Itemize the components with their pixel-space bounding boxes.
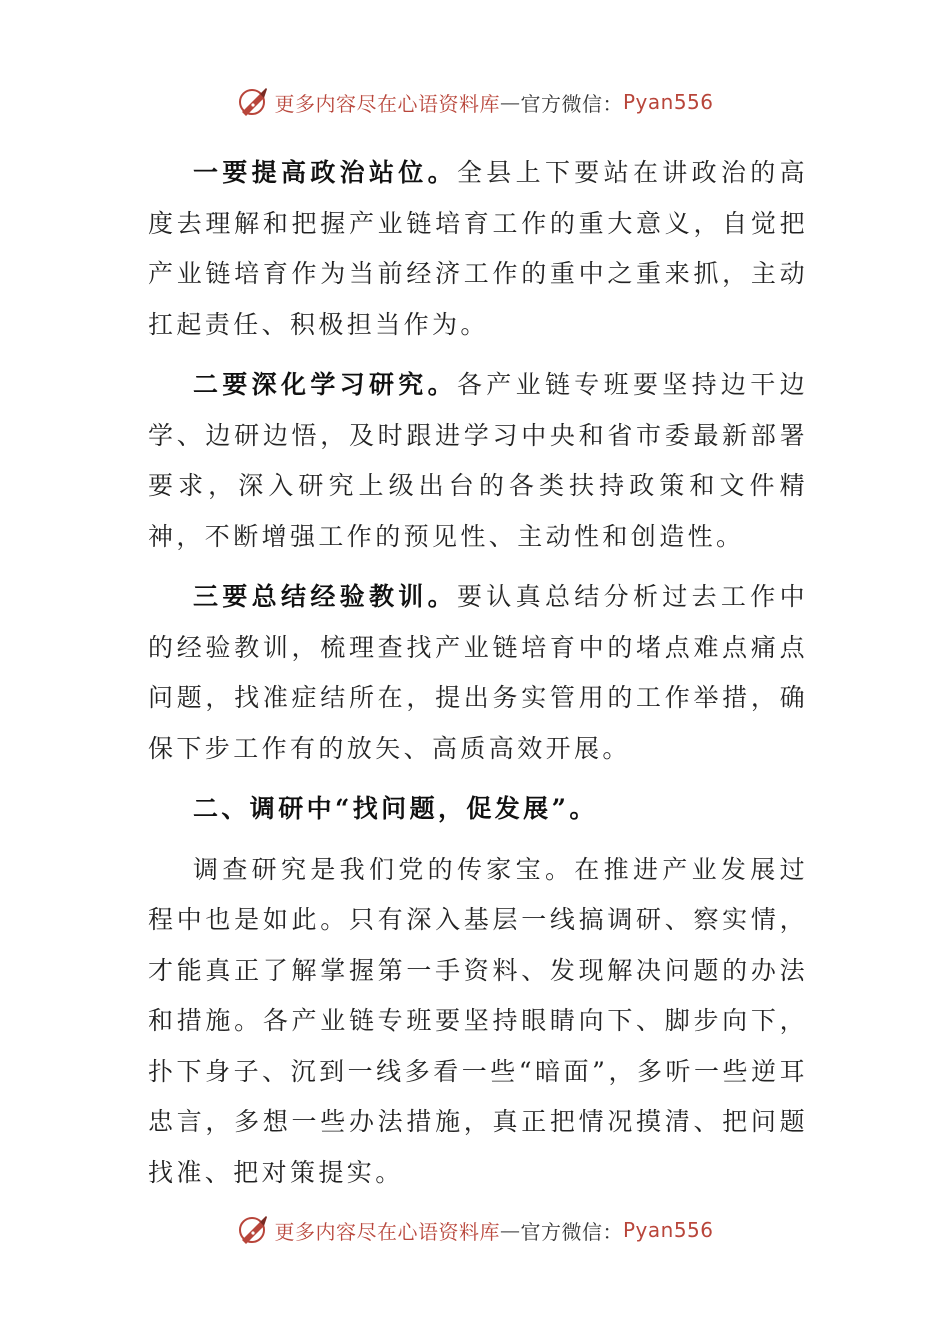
paragraph-1 bbox=[148, 148, 808, 350]
paragraph-lead: 二要深化学习研究。 bbox=[193, 370, 457, 399]
paragraph-lead: 三要总结经验教训。 bbox=[193, 582, 457, 611]
banner-wechat-id: Pyan556 bbox=[622, 1218, 714, 1242]
banner-wechat-label: 官方微信： bbox=[520, 91, 623, 116]
banner-wechat-id: Pyan556 bbox=[622, 90, 714, 114]
document-body bbox=[148, 148, 808, 1198]
pen-nib-logo-icon bbox=[236, 1213, 270, 1247]
banner-separator: — bbox=[499, 1218, 521, 1242]
footer-banner bbox=[0, 1210, 950, 1250]
section-heading: 二、调研中“找问题，促发展”。 bbox=[193, 794, 598, 823]
banner-text: 更多内容尽在心语资料库 bbox=[274, 91, 500, 116]
paragraph-text: 全县上下要站在讲政治的高度去理解和把握产业链培育工作的重大意义，自觉把产业链培育作为当前经济工作的重中之重来抓，主动扛起责任、积极担当作为。 bbox=[148, 158, 808, 339]
paragraph-text: 要认真总结分析过去工作中的经验教训，梳理查找产业链培育中的堵点难点痛点问题，找准症结所在，提出务实管用的工作举措，确保下步工作有的放矢、高质高效开展。 bbox=[148, 582, 808, 763]
pen-nib-logo-icon bbox=[236, 85, 270, 119]
closing-paragraph: 调查研究是我们党的传家宝。在推进产业发展过程中也是如此。只有深入基层一线搞调研、察实情，才能真正了解掌握第一手资料、发现解决问题的办法和措施。各产业链专班要坚持眼睛向下、脚步向下，扑下身子、沉到一线多看一些“暗面”，多听一些逆耳忠言，多想一些办法措施，真正把情况摸清、把问题找准、把对策提实。 bbox=[148, 854, 808, 1187]
banner-text: 更多内容尽在心语资料库 bbox=[274, 1219, 500, 1244]
paragraph-2 bbox=[148, 360, 808, 562]
banner-separator: — bbox=[499, 90, 521, 114]
banner-wechat-label: 官方微信： bbox=[520, 1219, 623, 1244]
paragraph-3 bbox=[148, 572, 808, 774]
paragraph-text: 各产业链专班要坚持边干边学、边研边悟，及时跟进学习中央和省市委最新部署要求，深入研究上级出台的各类扶持政策和文件精神，不断增强工作的预见性、主动性和创造性。 bbox=[148, 370, 808, 551]
paragraph-lead: 一要提高政治站位。 bbox=[193, 158, 457, 187]
header-banner bbox=[0, 82, 950, 122]
